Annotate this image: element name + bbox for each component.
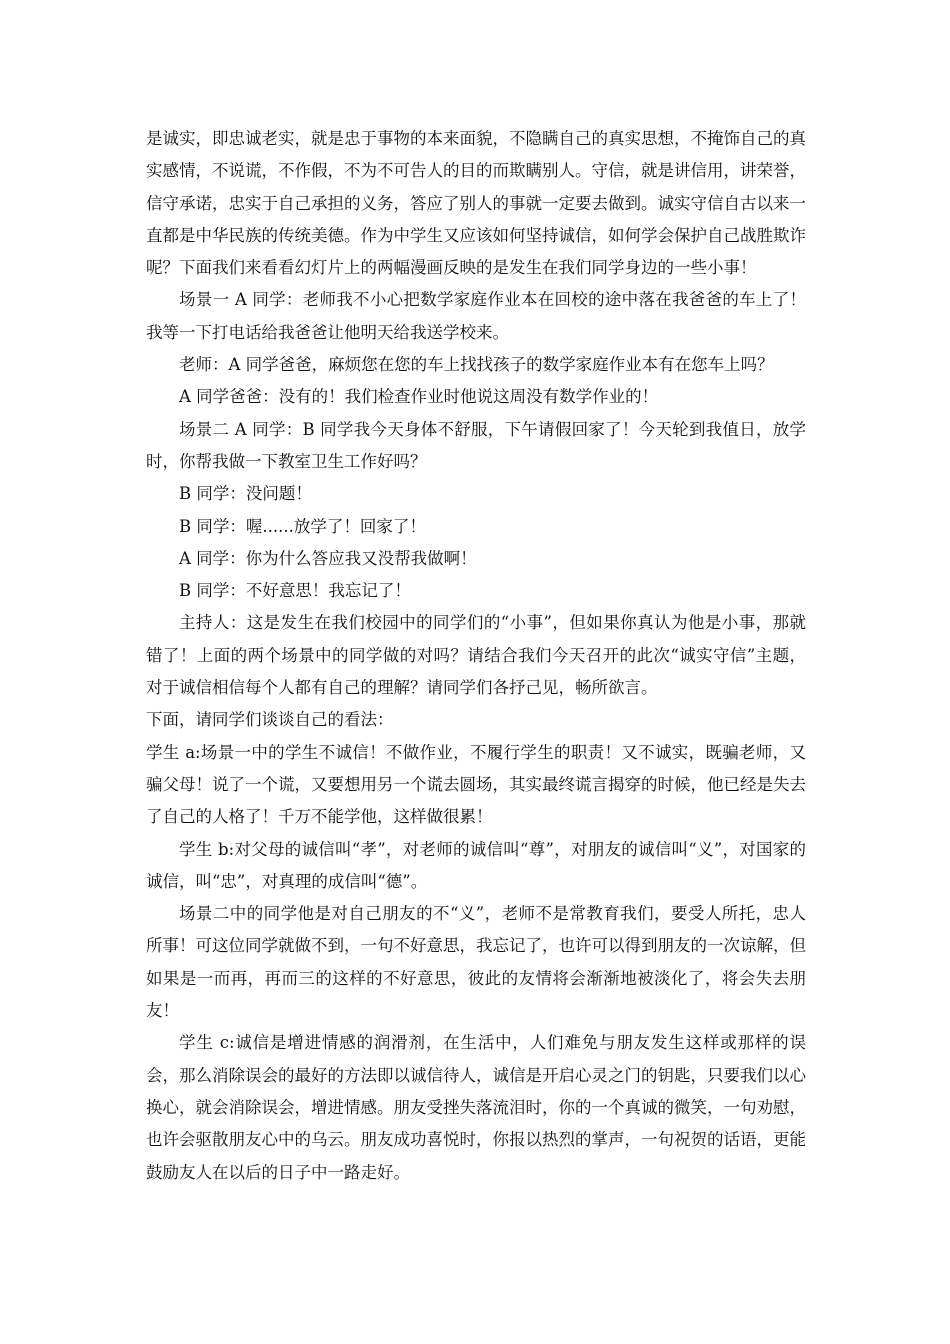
paragraph-student-a-father: A 同学爸爸：没有的！我们检查作业时他说这周没有数学作业的！: [179, 387, 659, 407]
paragraph-student-a-view: 学生 a:场景一中的学生不诚信！不做作业，不履行学生的职责！又不诚实，既骗老师，又骗父母！说了一个谎，又要想用另一个谎去圆场，其实最终谎言揭穿的时候，他已经是失去了自己的人格了！千万不能学他，这样做很累！: [146, 742, 806, 827]
paragraph-scene-one-student-a: 场景一 A 同学：老师我不小心把数学家庭作业本在回校的途中落在我爸爸的车上了！我等一下打电话给我爸爸让他明天给我送学校来。: [146, 290, 806, 342]
paragraph-student-b-view: 学生 b:对父母的诚信叫“孝”，对老师的诚信叫“尊”，对朋友的诚信叫“义”，对国家的诚信，叫“忠”，对真理的成信叫“德”。: [146, 839, 806, 891]
paragraph-student-b-reply-2: B 同学：喔......放学了！回家了！: [179, 516, 426, 536]
paragraph-student-b-apology: B 同学：不好意思！我忘记了！: [179, 581, 411, 601]
document-body: [146, 123, 806, 1189]
paragraph-student-b-reply-1: B 同学：没问题！: [179, 484, 312, 504]
paragraph-honesty-intro: 是诚实，即忠诚老实，就是忠于事物的本来面貌，不隐瞒自己的真实思想，不掩饰自己的真实感情，不说谎，不作假，不为不可告人的目的而欺瞒别人。守信，就是讲信用，讲荣誉，信守承诺，忠实于自己承担的义务，答应了别人的事就一定要去做到。诚实守信自古以来一直都是中华民族的传统美德。作为中学生又应该如何坚持诚信，如何学会保护自己战胜欺诈呢？下面我们来看看幻灯片上的两幅漫画反映的是发生在我们同学身边的一些小事！: [146, 129, 806, 278]
paragraph-student-a-complaint: A 同学：你为什么答应我又没帮我做啊！: [179, 548, 477, 568]
paragraph-scene-two-analysis: 场景二中的同学他是对自己朋友的不“义”，老师不是常教育我们，要受人所托，忠人所事！可这位同学就做不到，一句不好意思，我忘记了，也许可以得到朋友的一次谅解，但如果是一而再，再而三的这样的不好意思，彼此的友情将会渐渐地被淡化了，将会失去朋友！: [146, 904, 806, 1021]
paragraph-teacher: 老师：A 同学爸爸，麻烦您在您的车上找找孩子的数学家庭作业本有在您车上吗？: [179, 355, 774, 375]
paragraph-student-c-view: 学生 c:诚信是增进情感的润滑剂，在生活中，人们难免与朋友发生这样或那样的误会，那么消除误会的最好的方法即以诚信待人，诚信是开启心灵之门的钥匙，只要我们以心换心，就会消除误会，增进情感。朋友受挫失落流泪时，你的一个真诚的微笑，一句劝慰，也许会驱散朋友心中的乌云。朋友成功喜悦时，你报以热烈的掌声，一句祝贺的话语，更能鼓励友人在以后的日子中一路走好。: [146, 1033, 806, 1182]
paragraph-host: 主持人：这是发生在我们校园中的同学们的“小事”，但如果你真认为他是小事，那就错了！上面的两个场景中的同学做的对吗？请结合我们今天召开的此次“诚实守信”主题，对于诚信相信每个人都有自己的理解？请同学们各抒己见，畅所欲言。: [146, 613, 806, 698]
paragraph-scene-two-student-a: 场景二 A 同学：B 同学我今天身体不舒服，下午请假回家了！今天轮到我值日，放学时，你帮我做一下教室卫生工作好吗？: [146, 419, 806, 471]
paragraph-discussion-prompt: 下面，请同学们谈谈自己的看法：: [146, 710, 394, 730]
